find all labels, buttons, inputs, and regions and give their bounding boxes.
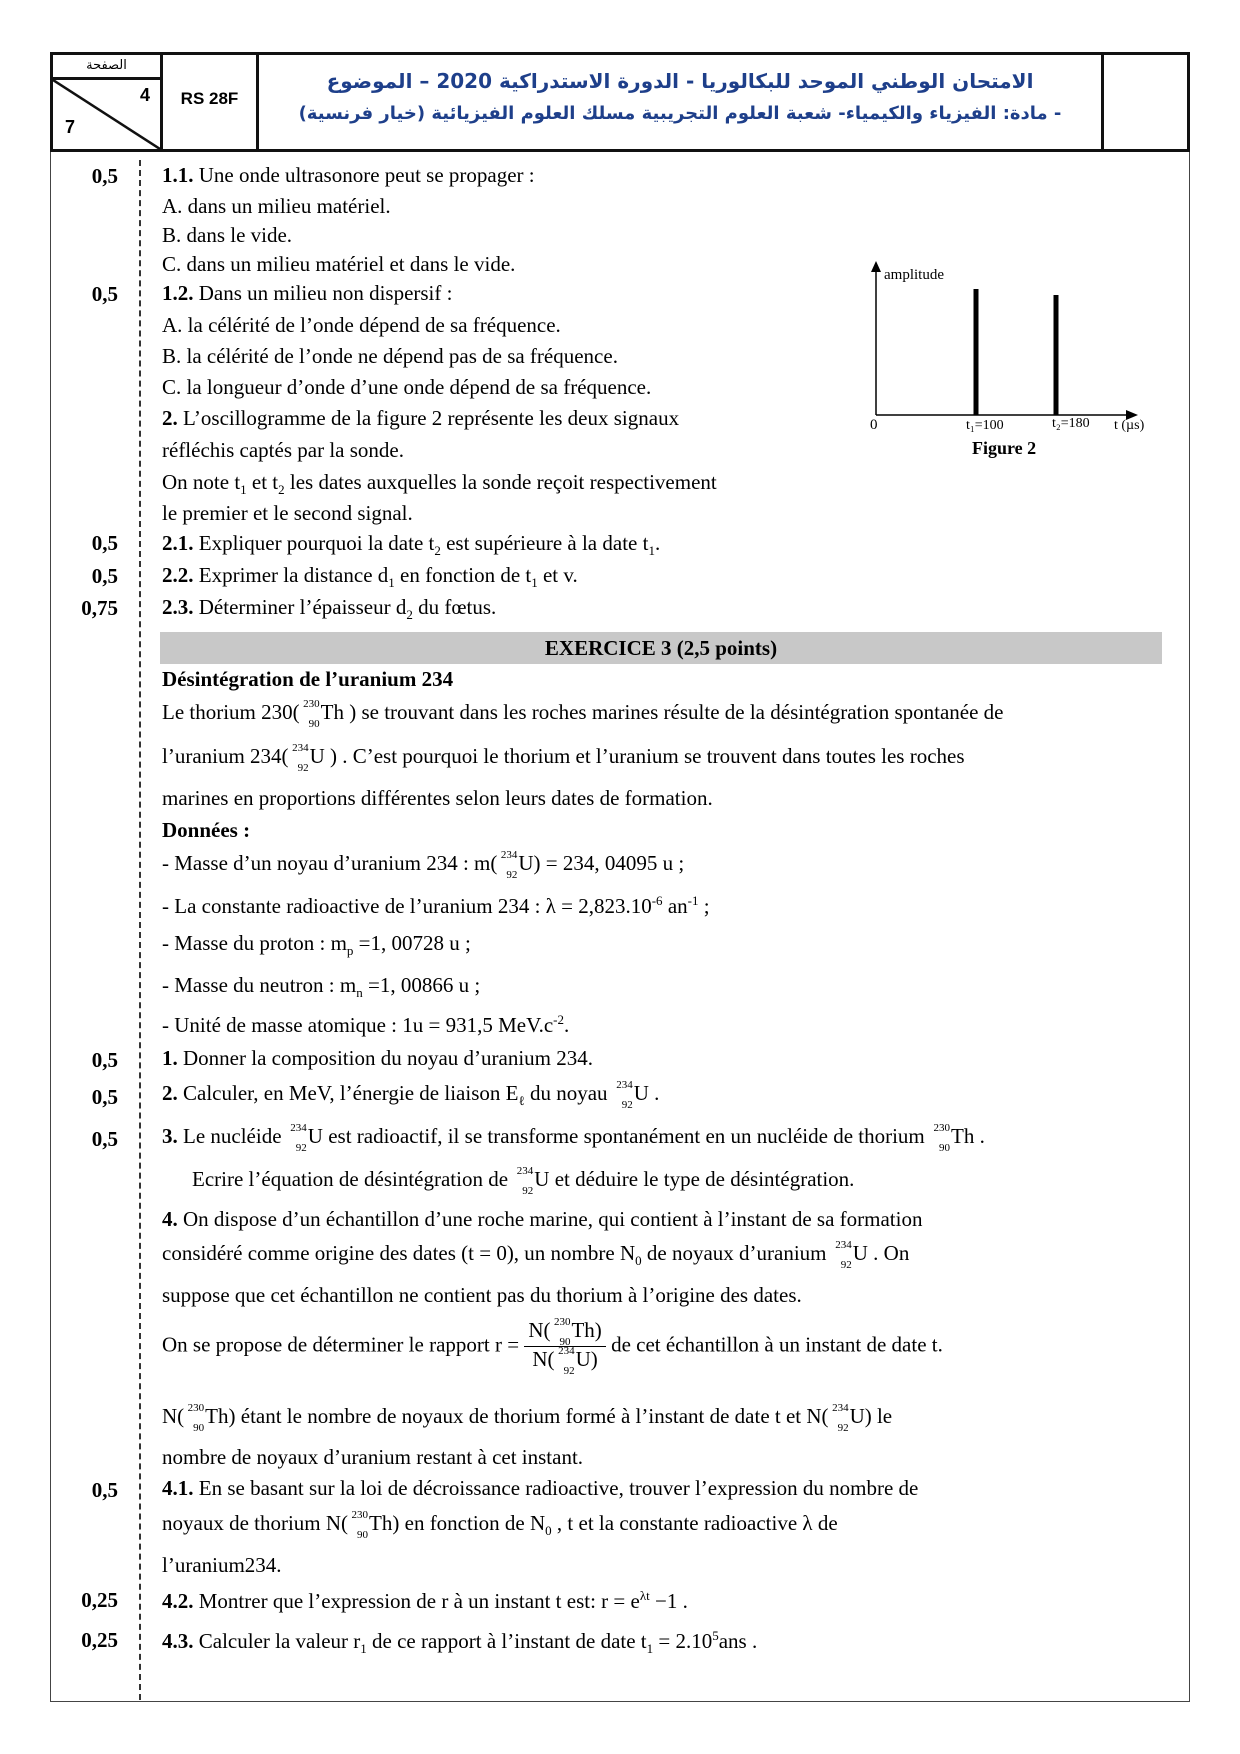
y-axis-label: amplitude xyxy=(884,267,944,283)
ex3-intro-line2: l’uranium 234( 234 92 U ) . C’est pourquoi le thorium et l’uranium se trouvent dans toutes les roches xyxy=(162,742,965,775)
q1-1-option-c: C. dans un milieu matériel et dans le vide. xyxy=(162,252,516,276)
title-cell xyxy=(259,55,1104,149)
points-margin-line xyxy=(139,160,141,1700)
ex3-q4-ratio: On se propose de déterminer le rapport r = N( 230 90 Th) N( 234 92 U) de cet échantillon à un instant de date t. xyxy=(162,1316,943,1378)
origin-label: 0 xyxy=(870,417,878,433)
q2-line2: réfléchis captés par la sonde. xyxy=(162,438,404,462)
points-q2-3: 0,75 xyxy=(81,596,118,620)
header-title-line2: - مادة: الفيزياء والكيمياء- شعبة العلوم التجريبية مسلك العلوم الفيزيائية (خيار فرنسية) xyxy=(298,103,1062,124)
uranium-nuclide: 234 92 xyxy=(516,1165,534,1198)
ex3-q4: 4. On dispose d’un échantillon d’une roche marine, qui contient à l’instant de sa formation xyxy=(162,1207,923,1231)
points-ex3-q4-1: 0,5 xyxy=(91,1478,118,1502)
ex3-intro-line1: Le thorium 230( 230 90 Th ) se trouvant dans les roches marines résulte de la désintégration spontanée de xyxy=(162,698,1004,731)
q1-1-option-b: B. dans le vide. xyxy=(162,223,293,247)
q1-1-option-a: A. dans un milieu matériel. xyxy=(162,194,391,218)
data-decay-constant: - La constante radioactive de l’uranium 234 : $\lambda = 2,823.10^{-6}$ $an^{-1}$ ; xyxy=(162,893,710,918)
q1-1: 1.1. Une onde ultrasonore peut se propager : xyxy=(162,163,535,187)
t2-label: t₂=180 xyxy=(1052,416,1090,431)
ex3-intro-line3: marines en proportions différentes selon leurs dates de formation. xyxy=(162,786,713,810)
points-q2-1: 0,5 xyxy=(91,531,118,555)
data-proton-mass: - Masse du proton : $m_p =1$, 00728 u ; xyxy=(162,931,471,959)
ex3-q4-3: 4.3. Calculer la valeur $r_1$ de ce rapport à l’instant de date $t_1 = 2.10^5ans$ . xyxy=(162,1628,758,1657)
q2-2: 2.2. Exprimer la distance $d_1$ en fonction de $t_1$ et v. xyxy=(162,563,578,591)
points-ex3-q2: 0,5 xyxy=(91,1085,118,1109)
x-axis-label: t (µs) xyxy=(1114,418,1145,433)
q1-2-option-a: A. la célérité de l’onde dépend de sa fréquence. xyxy=(162,313,561,337)
exam-code: RS 28F xyxy=(180,89,239,108)
q1-2: 1.2. Dans un milieu non dispersif : xyxy=(162,281,453,305)
ex3-q4-line5: N( 230 90 Th) étant le nombre de noyaux de thorium formé à l’instant de date t et N( 234 92 U) le xyxy=(162,1402,893,1435)
ex3-subtitle: Désintégration de l’uranium 234 xyxy=(162,667,454,691)
q1-2-option-c: C. la longueur d’onde d’une onde dépend de sa fréquence. xyxy=(162,375,652,399)
q2-line3: On note $t_1$ et $t_2$ les dates auxquelles la sonde reçoit respectivement xyxy=(162,470,717,498)
ex3-q3-line2: Ecrire l’équation de désintégration de 234 92 U et déduire le type de désintégration. xyxy=(192,1165,855,1198)
ex3-q4-line3: suppose que cet échantillon ne contient pas du thorium à l’origine des dates. xyxy=(162,1283,802,1307)
uranium-nuclide: 234 92 xyxy=(290,1122,307,1155)
data-amu: - Unité de masse atomique : 1u = 931,5 $MeV.c^{-2}$. xyxy=(162,1012,570,1037)
empty-cell xyxy=(1104,55,1187,149)
uranium-nuclide: 234 92 xyxy=(500,849,518,882)
thorium-nuclide: 230 90 xyxy=(351,1509,369,1542)
uranium-nuclide: 234 92 xyxy=(832,1402,849,1435)
uranium-nuclide: 234 92 xyxy=(558,1345,575,1378)
page-label: الصفحة xyxy=(53,55,160,80)
exam-header xyxy=(50,52,1190,152)
uranium-nuclide: 234 92 xyxy=(835,1239,852,1272)
thorium-nuclide: 230 90 xyxy=(933,1122,951,1155)
ex3-q4-line2: considéré comme origine des dates (t = 0), un nombre $N_0$ de noyaux d’uranium 234 92 U . On xyxy=(162,1239,910,1272)
exercise-3-heading: EXERCICE 3 (2,5 points) xyxy=(160,632,1162,664)
header-title-line1: الامتحان الوطني الموحد للبكالوريا - الدورة الاستدراكية 2020 – الموضوع xyxy=(326,69,1034,93)
ex3-q4-1: 4.1. En se basant sur la loi de décroissance radioactive, trouver l’expression du nombre de xyxy=(162,1476,919,1500)
points-ex3-q1: 0,5 xyxy=(91,1048,118,1072)
ex3-q4-1-line3: l’uranium234. xyxy=(162,1553,282,1577)
ex3-q4-1-line2: noyaux de thorium N( 230 90 Th) en fonction de $N_0$ , t et la constante radioactive λ de xyxy=(162,1509,838,1542)
figure-caption: Figure 2 xyxy=(972,438,1037,458)
ex3-q4-line6: nombre de noyaux d’uranium restant à cet instant. xyxy=(162,1445,584,1469)
ex3-q2: 2. Calculer, en MeV, l’énergie de liaison $E_\ell$ du noyau 234 92 U . xyxy=(162,1079,660,1112)
points-ex3-q4-2: 0,25 xyxy=(81,1588,118,1612)
page-number-cell xyxy=(53,55,163,149)
q1-2-option-b: B. la célérité de l’onde ne dépend pas de sa fréquence. xyxy=(162,344,618,368)
page-number: 4 xyxy=(139,85,150,105)
thorium-nuclide: 230 90 xyxy=(303,698,320,731)
y-axis-arrow xyxy=(871,261,881,272)
uranium-nuclide: 234 92 xyxy=(616,1079,633,1112)
ex3-q4-2: 4.2. Montrer que l’expression de r à un instant t est: $r = e^{\lambda t} -1$ . xyxy=(162,1588,688,1613)
thorium-nuclide: 230 90 xyxy=(187,1402,205,1435)
page-total: 7 xyxy=(65,117,76,137)
points-q1-2: 0,5 xyxy=(91,282,118,306)
data-neutron-mass: - Masse du neutron : $m_n =1$, 00866 u ; xyxy=(162,973,481,1001)
data-uranium-mass: - Masse d’un noyau d’uranium 234 : m( 234 92 U) = 234, 04095 u ; xyxy=(162,849,685,882)
t1-label: t₁=100 xyxy=(966,418,1004,433)
ratio-fraction: N( 230 90 Th) N( 234 92 U) xyxy=(524,1318,606,1375)
points-ex3-q3: 0,5 xyxy=(91,1127,118,1151)
points-ex3-q4-3: 0,25 xyxy=(81,1628,118,1652)
exam-code-cell xyxy=(163,55,259,149)
q2: 2. L’oscillogramme de la figure 2 représente les deux signaux xyxy=(162,406,680,430)
figure-2-oscillogram xyxy=(860,255,1160,465)
points-q1-1: 0,5 xyxy=(91,164,118,188)
ex3-q1: 1. Donner la composition du noyau d’uranium 234. xyxy=(162,1046,594,1070)
q2-1: 2.1. Expliquer pourquoi la date $t_2$ est supérieure à la date $t_1$. xyxy=(162,531,661,559)
points-q2-2: 0,5 xyxy=(91,564,118,588)
q2-line4: le premier et le second signal. xyxy=(162,501,413,525)
thorium-nuclide: 230 90 xyxy=(553,1316,571,1349)
uranium-nuclide: 234 92 xyxy=(292,742,309,775)
q2-3: 2.3. Déterminer l’épaisseur $d_2$ du fœtus. xyxy=(162,595,497,623)
ex3-q3: 3. Le nucléide 234 92 U est radioactif, il se transforme spontanément en un nucléide de thorium 230 90 Th . xyxy=(162,1122,985,1155)
data-title: Données : xyxy=(162,818,251,842)
